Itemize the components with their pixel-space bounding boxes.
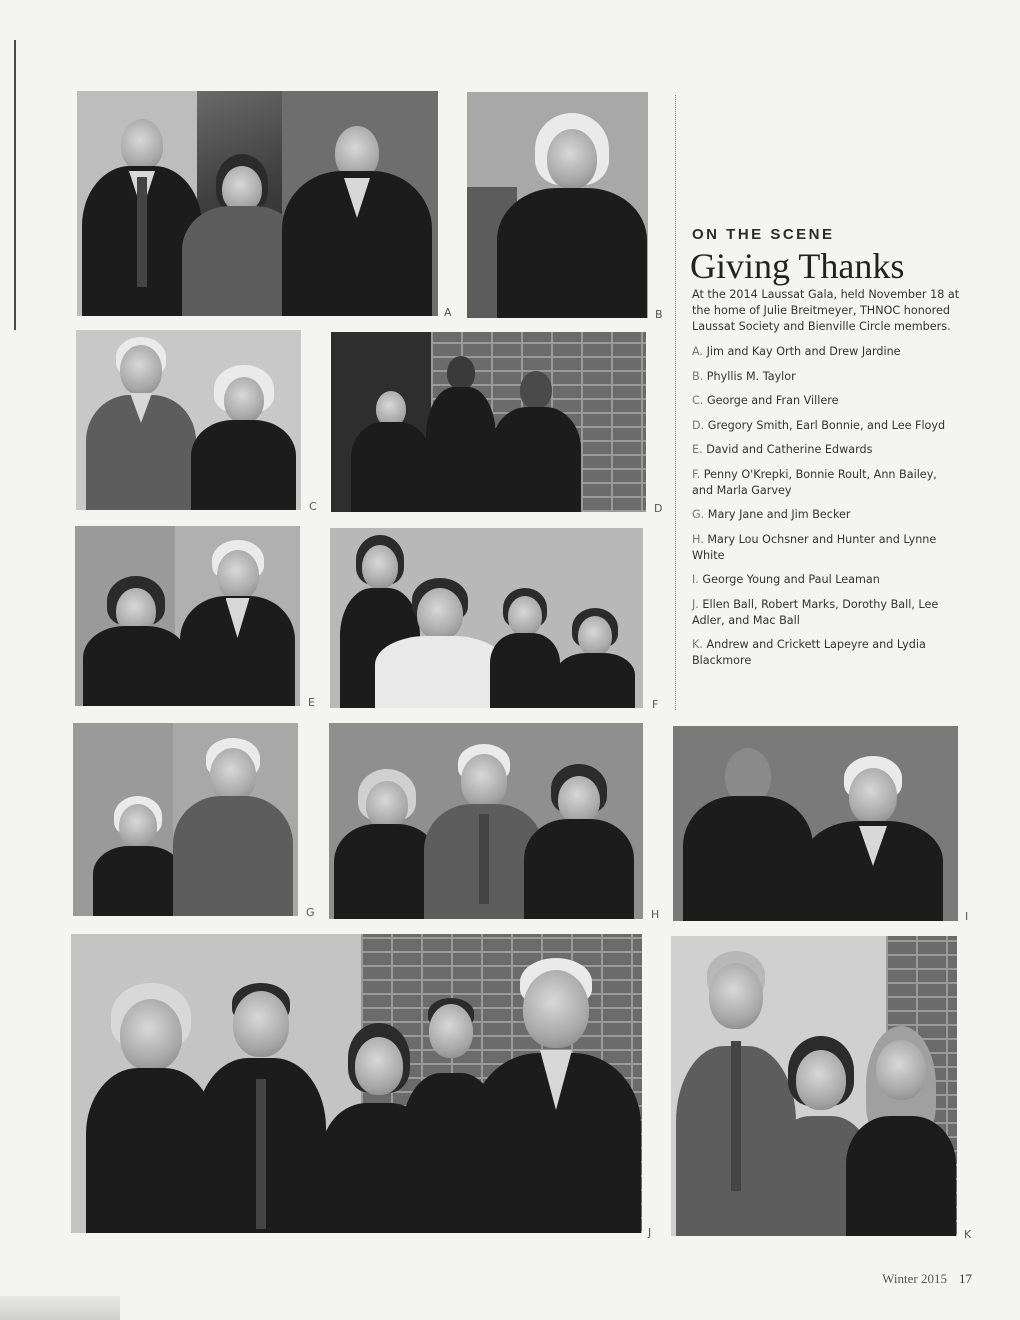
scan-shadow xyxy=(0,1296,120,1320)
page-number: 17 xyxy=(959,1271,972,1286)
photo-f xyxy=(330,528,643,708)
photo-letter-j: J xyxy=(648,1226,652,1239)
photo-e xyxy=(75,526,300,706)
caption-item: C. George and Fran Villere xyxy=(692,394,839,407)
photo-letter-i: I xyxy=(965,910,969,923)
scan-edge-mark xyxy=(14,40,16,330)
photo-i xyxy=(673,726,958,921)
caption-item: J. Ellen Ball, Robert Marks, Dorothy Ball, Lee Adler, and Mac Ball xyxy=(692,597,939,627)
section-kicker: ON THE SCENE xyxy=(692,226,835,243)
photo-h xyxy=(329,723,643,919)
page-footer xyxy=(882,1271,972,1287)
caption-item: H. Mary Lou Ochsner and Hunter and Lynne White xyxy=(692,532,937,562)
caption-item: I. George Young and Paul Leaman xyxy=(692,573,880,586)
photo-letter-g: G xyxy=(306,906,315,919)
caption-item: F. Penny O'Krepki, Bonnie Roult, Ann Bailey, and Marla Garvey xyxy=(692,467,937,497)
caption-item: E. David and Catherine Edwards xyxy=(692,443,873,456)
article-headline: Giving Thanks xyxy=(690,246,905,286)
photo-letter-c: C xyxy=(309,500,317,513)
photo-letter-h: H xyxy=(651,908,660,921)
caption-item: K. Andrew and Crickett Lapeyre and Lydia Blackmore xyxy=(692,638,926,667)
photo-letter-d: D xyxy=(654,502,663,515)
photo-k xyxy=(671,936,957,1236)
photo-d xyxy=(331,332,646,512)
caption-item: B. Phyllis M. Taylor xyxy=(692,369,796,383)
photo-letter-e: E xyxy=(308,696,315,709)
photo-j xyxy=(71,934,642,1233)
caption-item: D. Gregory Smith, Earl Bonnie, and Lee Floyd xyxy=(692,418,946,432)
photo-letter-b: B xyxy=(655,308,663,321)
photo-a xyxy=(77,91,438,316)
photo-c xyxy=(76,330,301,510)
photo-letter-a: A xyxy=(444,306,452,319)
photo-letter-k: K xyxy=(964,1228,972,1241)
photo-letter-f: F xyxy=(652,698,659,711)
caption-item: A. Jim and Kay Orth and Drew Jardine xyxy=(692,345,901,358)
issue-label: Winter 2015 xyxy=(882,1271,947,1286)
photo-g xyxy=(73,723,298,916)
caption-item: G. Mary Jane and Jim Becker xyxy=(692,508,851,521)
article-intro: At the 2014 Laussat Gala, held November 18 at the home of Julie Breitmeyer, THNOC honored Laussat Society and Bienville Circle members. xyxy=(692,288,960,333)
dotted-divider xyxy=(675,95,676,710)
photo-b xyxy=(467,92,648,318)
caption-list xyxy=(692,344,960,678)
